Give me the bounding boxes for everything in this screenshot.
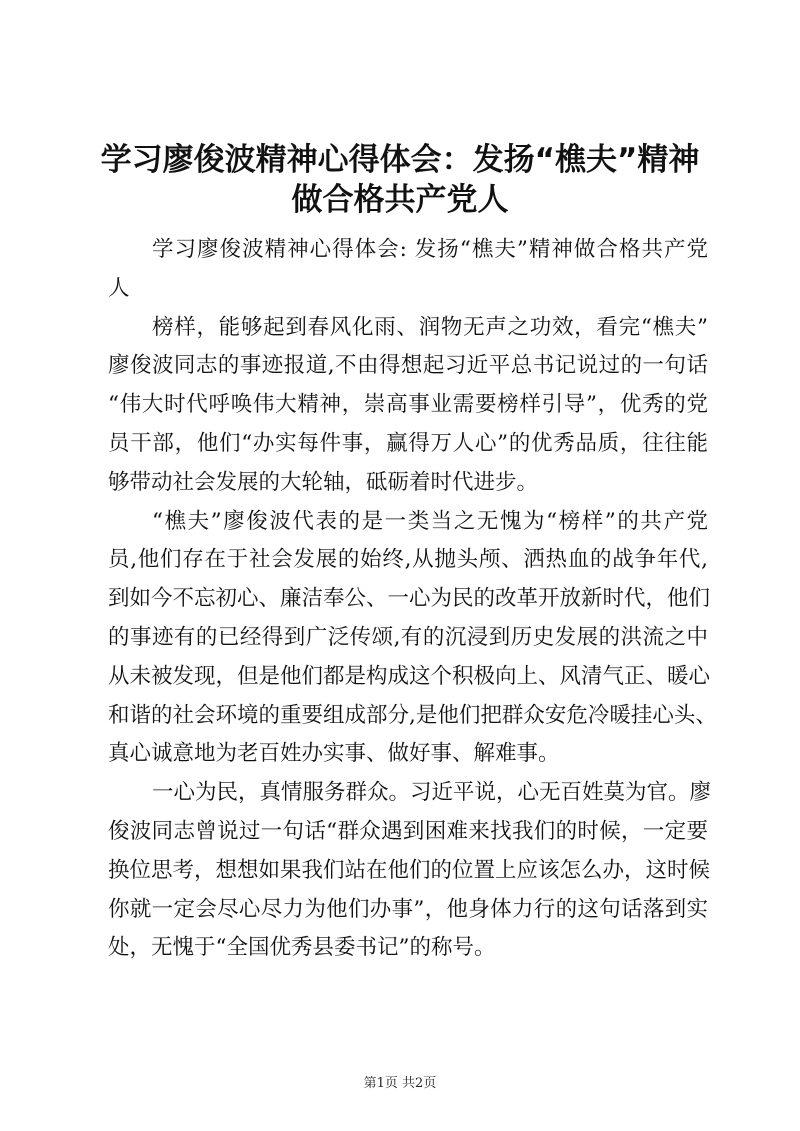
document-body [108, 231, 717, 968]
paragraph-line: 到如今不忘初心、廉洁奉公、一心为民的改革开放新时代，他们 [108, 586, 711, 612]
paragraph-line: “樵夫”廖俊波代表的是一类当之无愧为“榜样”的共产党 [152, 508, 708, 534]
paragraph-line: 一心为民，真情服务群众。习近平说，心无百姓莫为官。廖 [152, 780, 712, 806]
paragraph [108, 774, 712, 968]
document-title-line-2: 做合格共产党人 [291, 182, 509, 218]
paragraph-line: 的事迹有的已经得到广泛传颂,有的沉浸到历史发展的洪流之中 [108, 624, 708, 650]
paragraph-line: 你就一定会尽心尽力为他们办事”，他身体力行的这句话落到实 [108, 896, 708, 922]
paragraph [108, 503, 717, 775]
paragraph-line: 人 [108, 275, 130, 301]
paragraph-line: 廖俊波同志的事迹报道,不由得想起习近平总书记说过的一句话 [108, 353, 708, 379]
paragraph-line: 真心诚意地为老百姓办实事、做好事、解难事。 [108, 741, 560, 767]
paragraph-line: 榜样，能够起到春风化雨、润物无声之功效，看完“樵夫” [152, 314, 708, 340]
page-footer: 第1页 共2页 [363, 1076, 437, 1091]
document-title-line-1: 学习廖俊波精神心得体会：发扬“樵夫”精神 [100, 142, 700, 178]
paragraph-line: 够带动社会发展的大轮轴，砥砺着时代进步。 [108, 469, 539, 495]
paragraph [108, 309, 708, 503]
paragraph-line: 处，无愧于“全国优秀县委书记”的称号。 [108, 935, 496, 961]
paragraph [108, 231, 708, 309]
paragraph-line: 员,他们存在于社会发展的始终,从抛头颅、洒热血的战争年代, [108, 547, 708, 573]
paragraph-line: 学习廖俊波精神心得体会: 发扬“樵夫”精神做合格共产党 [152, 237, 708, 262]
paragraph-line: 从未被发现，但是他们都是构成这个积极向上、风清气正、暖心 [108, 663, 711, 689]
paragraph-line: 俊波同志曾说过一句话“群众遇到困难来找我们的时候，一定要 [108, 818, 708, 844]
paragraph-line: “伟大时代呼唤伟大精神，崇高事业需要榜样引导”，优秀的党 [108, 392, 708, 418]
paragraph-line: 和谐的社会环境的重要组成部分,是他们把群众安危冷暖挂心头、 [108, 702, 717, 728]
paragraph-line: 员干部，他们“办实每件事，赢得万人心”的优秀品质，往往能 [108, 430, 708, 456]
paragraph-line: 换位思考，想想如果我们站在他们的位置上应该怎么办，这时候 [108, 857, 711, 883]
